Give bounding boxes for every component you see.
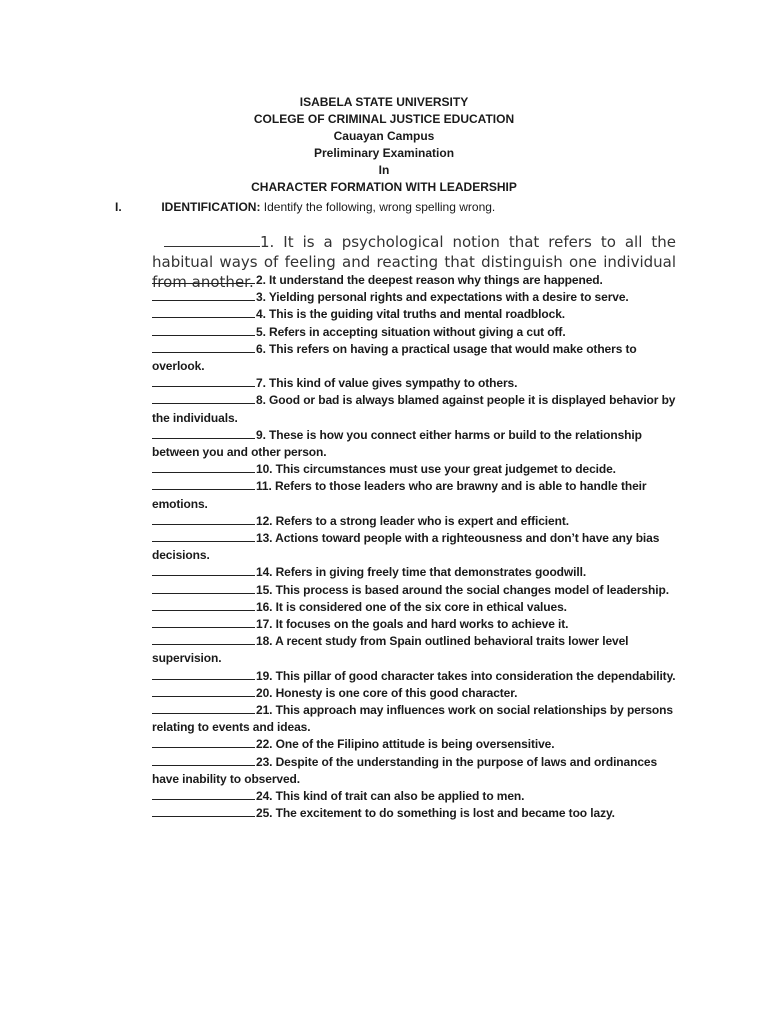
exam-header [0,94,768,196]
section-heading [115,199,495,215]
question-text: 8. Good or bad is always blamed against people it is displayed behavior by the individuals. [152,393,676,425]
answer-blank[interactable] [152,478,255,490]
question-text: 10. This circumstances must use your great judgemet to decide. [256,462,616,477]
answer-blank[interactable] [152,289,255,301]
answer-blank[interactable] [152,461,255,473]
answer-blank[interactable] [152,633,255,645]
answer-blank[interactable] [152,599,255,611]
answer-blank[interactable] [152,392,255,404]
answer-blank[interactable] [152,375,255,387]
question-text: 23. Despite of the understanding in the purpose of laws and ordinances have inability to observed. [152,754,658,786]
exam-title: Preliminary Examination [313,146,455,160]
question-item [152,754,682,788]
question-text: 21. This approach may influences work on social relationships by persons relating to events and ideas. [152,703,673,735]
question-item [152,375,682,392]
answer-blank[interactable] [152,530,255,542]
question-item [152,306,682,323]
answer-blank[interactable] [152,754,255,766]
answer-blank[interactable] [152,427,255,439]
answer-blank[interactable] [152,272,255,284]
question-text: 16. It is considered one of the six core in ethical values. [256,599,567,614]
question-item [152,805,682,822]
section-number: I. [115,200,122,214]
question-item [152,392,682,426]
question-item [152,478,682,512]
university-name: ISABELA STATE UNIVERSITY [299,95,469,109]
answer-blank[interactable] [152,324,255,336]
question-item [152,702,682,736]
question-text: 12. Refers to a strong leader who is expert and efficient. [256,513,569,528]
question-text: 25. The excitement to do something is lost and became too lazy. [256,806,615,821]
question-text: 20. Honesty is one core of this good character. [256,685,518,700]
question-item [152,564,682,581]
question-text: 3. Yielding personal rights and expectations with a desire to serve. [256,290,629,305]
question-item [152,461,682,478]
question-item [152,513,682,530]
answer-blank[interactable] [152,702,255,714]
question-item [152,668,682,685]
answer-blank[interactable] [152,513,255,525]
answer-blank[interactable] [152,685,255,697]
question-text: 24. This kind of trait can also be applied to men. [256,789,525,804]
campus-name: Cauayan Campus [333,129,435,143]
subject-title: CHARACTER FORMATION WITH LEADERSHIP [251,180,517,194]
question-text: 14. Refers in giving freely time that demonstrates goodwill. [256,565,587,580]
question-item [152,289,682,306]
answer-blank[interactable] [152,306,255,318]
section-instruction: Identify the following, wrong spelling wrong. [263,200,496,214]
answer-blank[interactable] [152,616,255,628]
question-item [152,685,682,702]
question-item [152,427,682,461]
question-item [152,272,682,289]
question-text: 5. Refers in accepting situation without giving a cut off. [256,324,566,339]
question-text: 11. Refers to those leaders who are brawny and is able to handle their emotions. [152,479,647,511]
answer-blank[interactable] [152,736,255,748]
question-item [152,736,682,753]
question-item [152,341,682,375]
answer-blank[interactable] [164,234,260,247]
question-item [152,324,682,341]
college-name: COLEGE OF CRIMINAL JUSTICE EDUCATION [253,112,515,126]
answer-blank[interactable] [152,668,255,680]
answer-blank[interactable] [152,805,255,817]
answer-blank[interactable] [152,788,255,800]
question-text: 2. It understand the deepest reason why things are happened. [256,273,603,287]
question-item [152,530,682,564]
answer-blank[interactable] [152,341,255,353]
question-text: 7. This kind of value gives sympathy to others. [256,376,518,391]
question-list [152,272,682,823]
question-item [152,788,682,805]
question-text: 4. This is the guiding vital truths and mental roadblock. [256,307,566,322]
answer-blank[interactable] [152,582,255,594]
question-text: 9. These is how you connect either harms or build to the relationship between you and other person. [152,427,642,460]
question-item [152,616,682,633]
question-text: 19. This pillar of good character takes into consideration the dependability. [256,668,676,683]
question-text: 22. One of the Filipino attitude is being oversensitive. [256,737,555,752]
question-item [152,582,682,599]
question-text: 1. It is a psychological notion that refers to all the habitual ways of feeling and reacting that distinguish one individual from another. [152,233,676,291]
section-label: IDENTIFICATION: [161,200,261,214]
question-text: 15. This process is based around the social changes model of leadership. [256,582,669,597]
question-text: 17. It focuses on the goals and hard works to achieve it. [256,617,569,632]
exam-in: In [378,163,390,177]
question-item [152,599,682,616]
question-text: 13. Actions toward people with a righteousness and don’t have any bias decisions. [152,531,660,563]
question-text: 6. This refers on having a practical usage that would make others to overlook. [152,341,637,374]
answer-blank[interactable] [152,564,255,576]
question-item [152,633,682,667]
question-text: 18. A recent study from Spain outlined behavioral traits lower level supervision. [152,634,629,666]
